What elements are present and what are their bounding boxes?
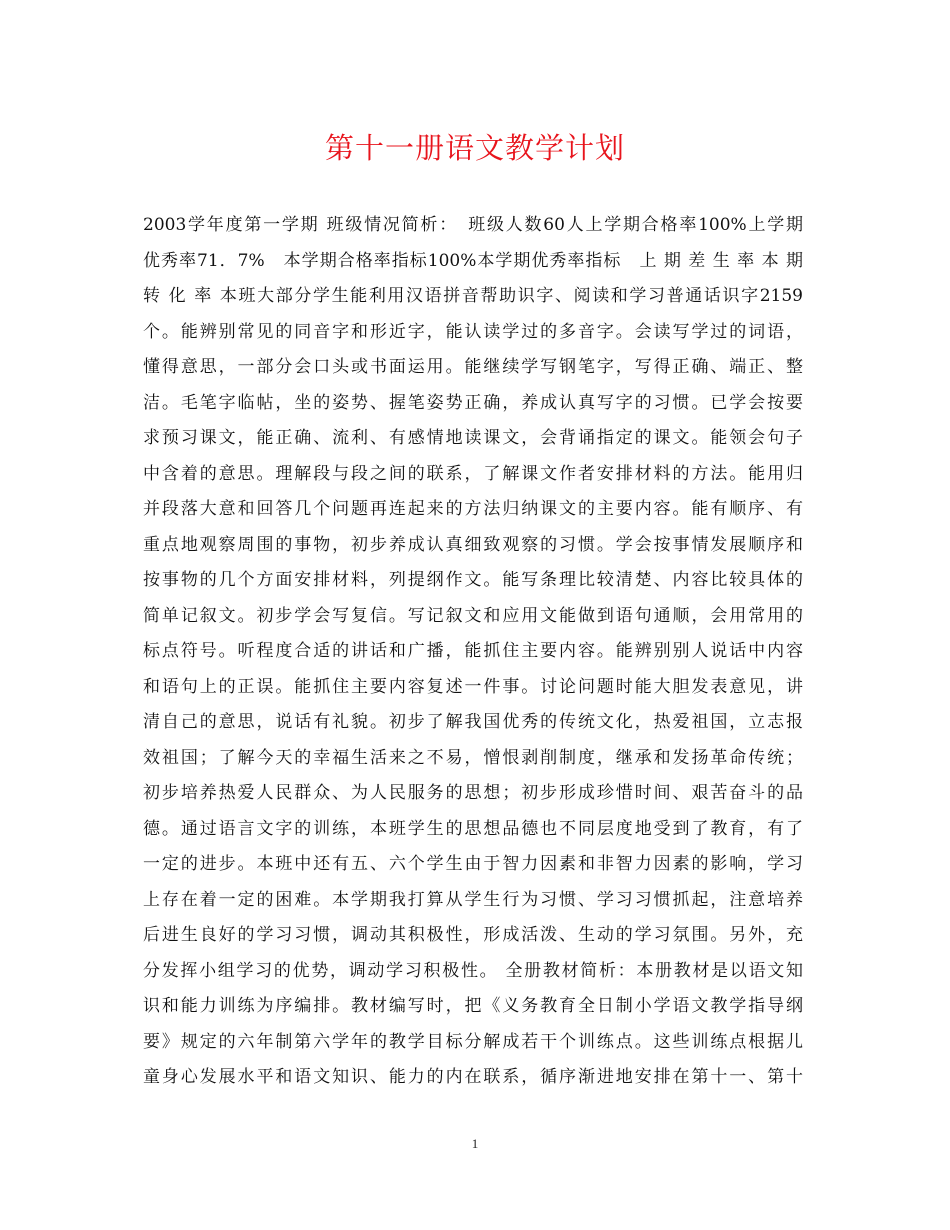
text-line: 识和能力训练为序编排。教材编写时，把《义务教育全日制小学语文教学指导纲 [143, 996, 803, 1016]
text-line: 求预习课文，能正确、流利、有感情地读课文，会背诵指定的课文。能领会句子 [143, 428, 803, 448]
text-line: 按事物的几个方面安排材料，列提纲作文。能写条理比较清楚、内容比较具体的 [143, 570, 803, 590]
text-line: 效祖国；了解今天的幸福生活来之不易，憎恨剥削制度，继承和发扬革命传统； [143, 747, 803, 768]
text-line: 懂得意思，一部分会口头或书面运用。能继续学写钢笔字，写得正确、端正、整 [143, 357, 803, 377]
text-line: 清自己的意思，说话有礼貌。初步了解我国优秀的传统文化，热爱祖国，立志报 [143, 712, 803, 732]
text-line: 德。通过语言文字的训练，本班学生的思想品德也不同层度地受到了教育，有了 [143, 818, 803, 839]
text-line: 后进生良好的学习习惯，调动其积极性，形成活泼、生动的学习氛围。另外，充 [143, 925, 803, 945]
text-line: 重点地观察周围的事物，初步养成认真细致观察的习惯。学会按事情发展顺序和 [143, 534, 803, 555]
text-line: 上存在着一定的困难。本学期我打算从学生行为习惯、学习习惯抓起，注意培养 [143, 889, 803, 910]
page-title: 第十一册语文教学计划 [324, 131, 625, 165]
text-line: 童身心发展水平和语文知识、能力的内在联系，循序渐进地安排在第十一、第十 [143, 1067, 803, 1087]
text-line: 转 化 率 本班大部分学生能利用汉语拼音帮助识字、阅读和学习普通话识字2159 [143, 286, 803, 306]
text-line: 分发挥小组学习的优势，调动学习积极性。 全册教材简析：本册教材是以语文知 [143, 960, 803, 981]
text-line: 一定的进步。本班中还有五、六个学生由于智力因素和非智力因素的影响，学习 [143, 854, 803, 874]
text-line: 并段落大意和回答几个问题再连起来的方法归纳课文的主要内容。能有顺序、有 [143, 499, 803, 519]
text-line: 个。能辨别常见的同音字和形近字，能认读学过的多音字。会读写学过的词语， [143, 321, 803, 342]
page-number: 1 [471, 1136, 479, 1151]
text-line: 和语句上的正误。能抓住主要内容复述一件事。讨论问题时能大胆发表意见，讲 [143, 676, 803, 697]
text-line: 要》规定的六年制第六学年的教学目标分解成若干个训练点。这些训练点根据儿 [143, 1031, 803, 1052]
body-text [143, 208, 803, 1096]
text-line: 2003学年度第一学期 班级情况简析： 班级人数60人上学期合格率100%上学期 [143, 215, 803, 235]
text-line: 洁。毛笔字临帖，坐的姿势、握笔姿势正确，养成认真写字的习惯。已学会按要 [143, 392, 803, 413]
text-line: 标点符号。听程度合适的讲话和广播，能抓住主要内容。能辨别别人说话中内容 [143, 641, 803, 661]
text-line: 优秀率71．7% 本学期合格率指标100%本学期优秀率指标 上 期 差 生 率 本 期 [143, 250, 803, 271]
text-line: 简单记叙文。初步学会写复信。写记叙文和应用文能做到语句通顺，会用常用的 [143, 605, 803, 626]
text-line: 中含着的意思。理解段与段之间的联系，了解课文作者安排材料的方法。能用归 [143, 463, 803, 484]
text-line: 初步培养热爱人民群众、为人民服务的思想；初步形成珍惜时间、艰苦奋斗的品 [143, 783, 803, 803]
